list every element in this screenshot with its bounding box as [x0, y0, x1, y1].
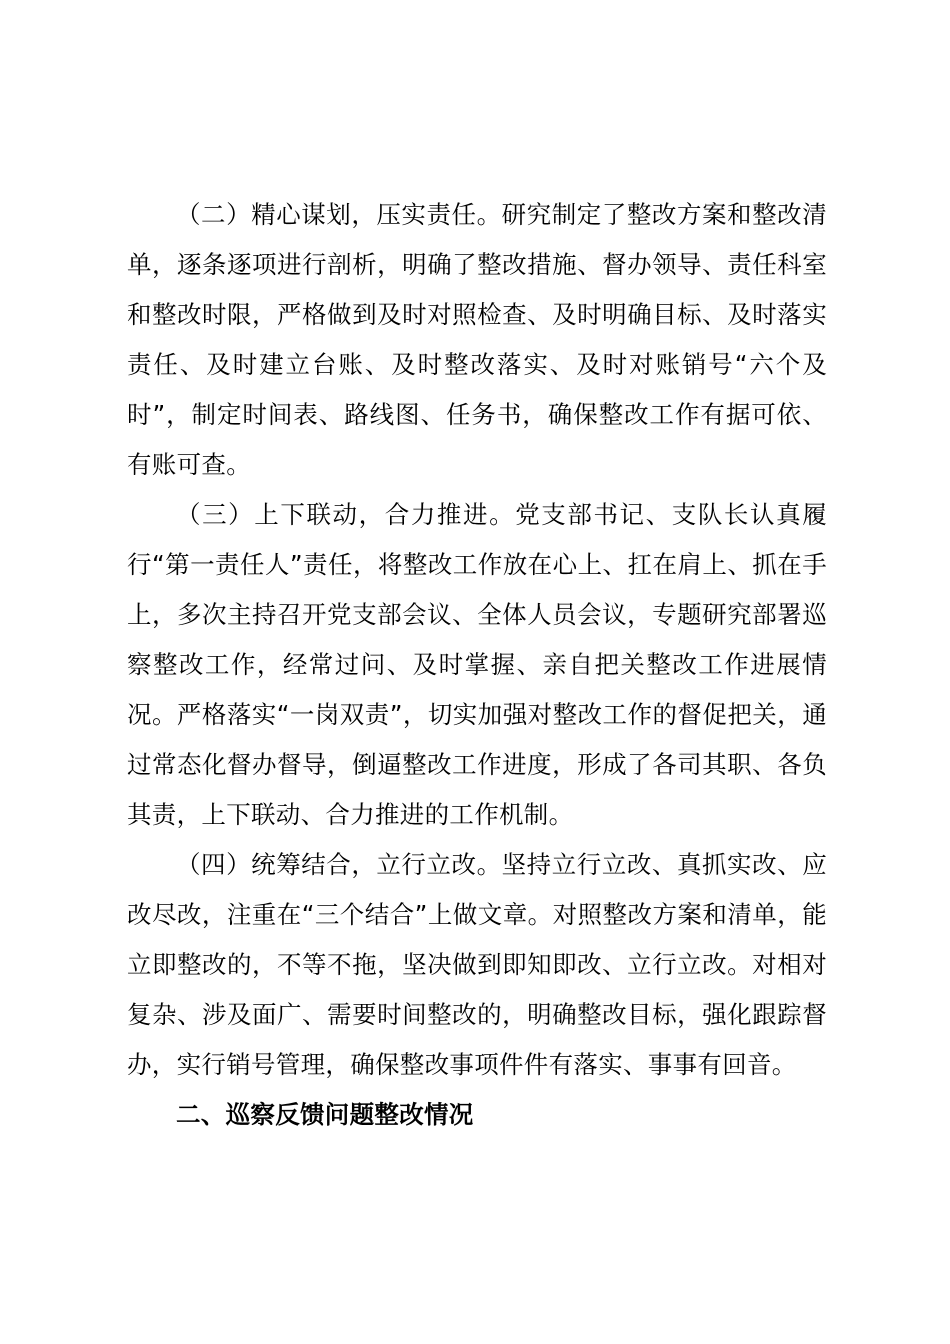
- paragraph-4: （四）统筹结合，立行立改。坚持立行立改、真抓实改、应改尽改，注重在“三个结合”上做文章。对照整改方案和清单，能立即整改的，不等不拖，坚决做到即知即改、立行立改。对相对复杂、涉及面广、需要时间整改的，明确整改目标，强化跟踪督办，实行销号管理，确保整改事项件件有落实、事事有回音。: [127, 850, 827, 1079]
- paragraph-2: （二）精心谋划，压实责任。研究制定了整改方案和整改清单，逐条逐项进行剖析，明确了整改措施、督办领导、责任科室和整改时限，严格做到及时对照检查、及时明确目标、及时落实责任、及时建立台账、及时整改落实、及时对账销号“六个及时”，制定时间表、路线图、任务书，确保整改工作有据可依、有账可查。: [127, 200, 827, 479]
- paragraph-3: （三）上下联动，合力推进。党支部书记、支队长认真履行“第一责任人”责任，将整改工作放在心上、扛在肩上、抓在手上，多次主持召开党支部会议、全体人员会议，专题研究部署巡察整改工作，经常过问、及时掌握、亲自把关整改工作进展情况。严格落实“一岗双责”，切实加强对整改工作的督促把关，通过常态化督办督导，倒逼整改工作进度，形成了各司其职、各负其责，上下联动、合力推进的工作机制。: [127, 500, 827, 829]
- document-body: [127, 190, 827, 1140]
- section-heading: 二、巡察反馈问题整改情况: [176, 1100, 474, 1129]
